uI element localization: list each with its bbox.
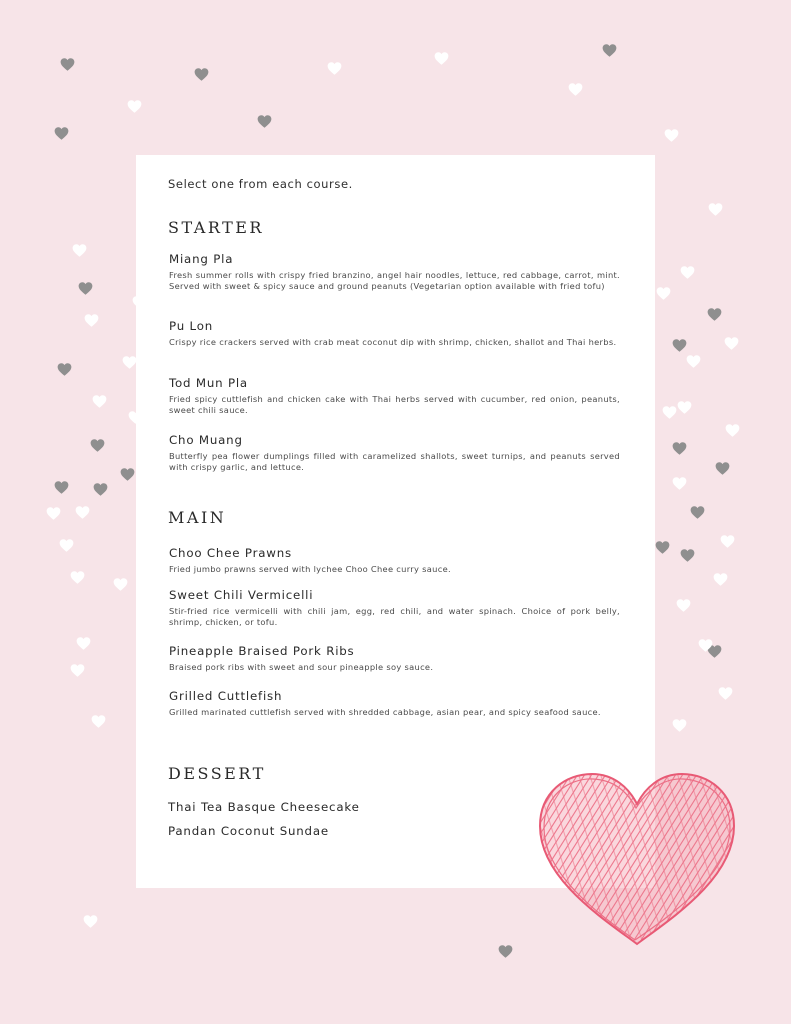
item-name: Grilled Cuttlefish [169, 689, 283, 703]
dessert-item-pandan-coconut-sundae: Pandan Coconut Sundae [168, 824, 329, 838]
item-name: Pineapple Braised Pork Ribs [169, 644, 355, 658]
heart-icon [672, 441, 687, 456]
item-name: Cho Muang [169, 433, 243, 447]
heart-icon [724, 336, 739, 351]
heart-icon [720, 534, 735, 549]
scribble-heart-icon [532, 768, 742, 948]
heart-icon [127, 99, 142, 114]
heart-icon [662, 405, 677, 420]
heart-icon [83, 914, 98, 929]
heart-icon [113, 577, 128, 592]
heart-icon [46, 506, 61, 521]
item-description: Stir-fried rice vermicelli with chili jam, egg, red chili, and water spinach. Choice of pork belly, shrimp, chicken, or tofu. [169, 606, 620, 628]
item-name: Choo Chee Prawns [169, 546, 292, 560]
heart-icon [120, 467, 135, 482]
heart-icon [664, 128, 679, 143]
heart-icon [718, 686, 733, 701]
heart-icon [690, 505, 705, 520]
item-description: Fried spicy cuttlefish and chicken cake with Thai herbs served with cucumber, red onion, peanuts, sweet chili sauce. [169, 394, 620, 416]
heart-icon [725, 423, 740, 438]
starter-item-miang-pla [169, 252, 620, 292]
main-item-choo-chee-prawns [169, 546, 620, 575]
heart-icon [568, 82, 583, 97]
heart-icon [686, 354, 701, 369]
heart-icon [257, 114, 272, 129]
starter-item-cho-muang [169, 433, 620, 473]
heart-icon [698, 638, 713, 653]
heart-icon [715, 461, 730, 476]
item-name: Tod Mun Pla [169, 376, 248, 390]
heart-icon [54, 480, 69, 495]
heart-icon [677, 400, 692, 415]
heart-icon [708, 202, 723, 217]
item-description: Grilled marinated cuttlefish served with shredded cabbage, asian pear, and spicy seafood sauce. [169, 707, 601, 717]
heart-icon [680, 548, 695, 563]
item-description: Fresh summer rolls with crispy fried branzino, angel hair noodles, lettuce, red cabbage, carrot, mint. Served with sweet & spicy sauce and ground peanuts (Vegetarian option available with fried tofu) [169, 270, 620, 292]
heart-icon [84, 313, 99, 328]
main-title: MAIN [168, 508, 227, 527]
heart-icon [602, 43, 617, 58]
item-description: Crispy rice crackers served with crab meat coconut dip with shrimp, chicken, shallot and Thai herbs. [169, 337, 617, 347]
heart-icon [90, 438, 105, 453]
item-name: Miang Pla [169, 252, 234, 266]
item-description: Butterfly pea flower dumplings filled with caramelized shallots, sweet turnips, and peanuts served with crispy garlic, and lettuce. [169, 451, 620, 473]
heart-icon [676, 598, 691, 613]
heart-icon [656, 286, 671, 301]
heart-icon [91, 714, 106, 729]
heart-icon [57, 362, 72, 377]
heart-icon [70, 570, 85, 585]
heart-icon [76, 636, 91, 651]
main-item-sweet-chili-vermicelli [169, 588, 620, 628]
heart-icon [680, 265, 695, 280]
heart-icon [498, 944, 513, 959]
heart-icon [59, 538, 74, 553]
heart-icon [93, 482, 108, 497]
heart-icon [655, 540, 670, 555]
item-name: Sweet Chili Vermicelli [169, 588, 314, 602]
starter-title: STARTER [168, 218, 264, 237]
main-item-grilled-cuttlefish [169, 689, 620, 718]
heart-icon [194, 67, 209, 82]
heart-icon [60, 57, 75, 72]
heart-icon [434, 51, 449, 66]
heart-icon [75, 505, 90, 520]
starter-item-tod-mun-pla [169, 376, 620, 416]
item-description: Fried jumbo prawns served with lychee Choo Chee curry sauce. [169, 564, 451, 574]
menu-intro: Select one from each course. [168, 177, 353, 191]
heart-icon [672, 718, 687, 733]
heart-icon [70, 663, 85, 678]
heart-icon [672, 476, 687, 491]
item-description: Braised pork ribs with sweet and sour pineapple soy sauce. [169, 662, 434, 672]
heart-icon [327, 61, 342, 76]
heart-icon [672, 338, 687, 353]
heart-icon [54, 126, 69, 141]
heart-icon [122, 355, 137, 370]
heart-icon [72, 243, 87, 258]
heart-icon [707, 307, 722, 322]
heart-icon [92, 394, 107, 409]
starter-item-pu-lon [169, 319, 620, 348]
heart-icon [713, 572, 728, 587]
heart-icon [78, 281, 93, 296]
dessert-title: DESSERT [168, 764, 266, 783]
main-item-pineapple-braised-pork-ribs [169, 644, 620, 673]
item-name: Pu Lon [169, 319, 213, 333]
dessert-item-thai-tea-basque-cheesecake: Thai Tea Basque Cheesecake [168, 800, 360, 814]
